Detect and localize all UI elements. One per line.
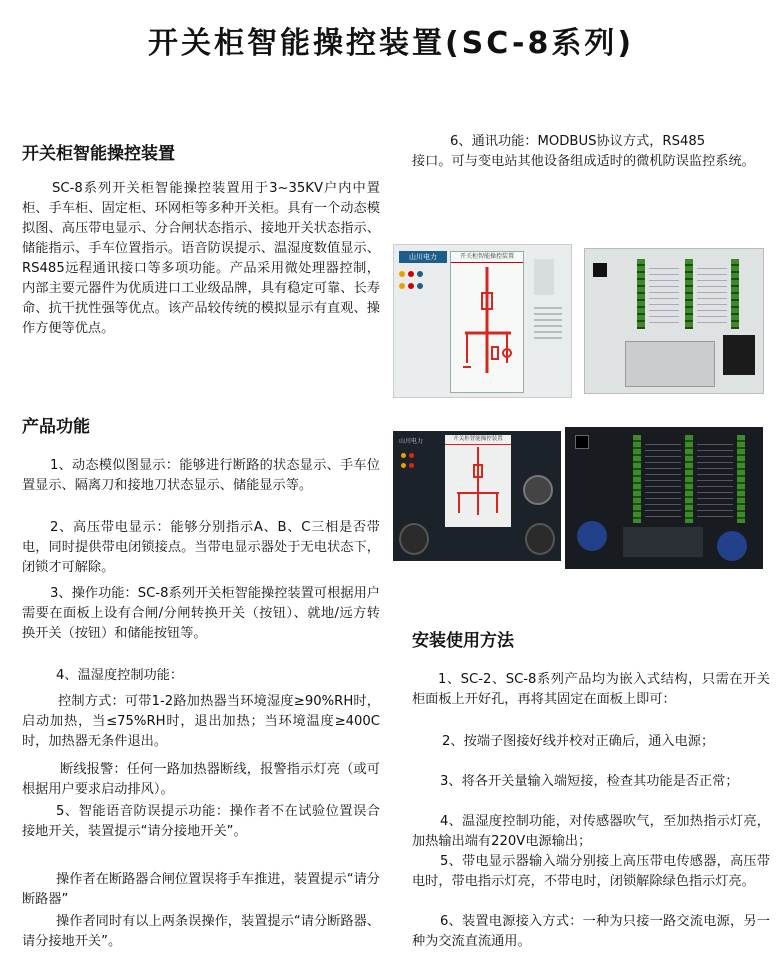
mimic-diagram bbox=[451, 263, 523, 391]
features-heading: 产品功能 bbox=[22, 417, 90, 437]
mimic-panel bbox=[445, 435, 511, 527]
wiring-diagram-label bbox=[625, 341, 715, 387]
install-1: 1、SC-2、SC-8系列产品均为嵌入式结构，只需在开关柜面板上开好孔，再将其固定在面板上即可： bbox=[412, 672, 770, 707]
terminal-labels bbox=[697, 439, 733, 519]
terminal-labels bbox=[645, 439, 681, 519]
feature-4: 4、温湿度控制功能： bbox=[56, 668, 184, 683]
wiring-diagram-label bbox=[623, 527, 703, 557]
terminal-block bbox=[685, 435, 693, 523]
device-front-white-photo bbox=[393, 244, 572, 398]
indicator-led bbox=[417, 271, 423, 277]
indicator-led bbox=[401, 453, 406, 458]
install-4: 4、温湿度控制功能，对传感器吹气，至加热指示灯亮，加热输出端有220V电源输出； bbox=[412, 814, 770, 849]
feature-5: 5、智能语音防误提示功能：操作者不在试验位置误合接地开关，装置提示“请分接地开关”。 bbox=[22, 804, 380, 839]
terminal-block bbox=[633, 435, 641, 523]
feature-6-line2: 接口。可与变电站其他设备组成适时的微机防误监控系统。 bbox=[412, 154, 755, 169]
install-heading: 安装使用方法 bbox=[412, 631, 514, 651]
page-title: 开关柜智能操控装置(SC-8系列) bbox=[147, 26, 635, 61]
feature-4-alarm: 断线报警：任何一路加热器断线，报警指示灯亮（或可根据用户要求启动排风）。 bbox=[22, 762, 380, 797]
brand-label: 山川电力 bbox=[399, 438, 424, 445]
indicator-led bbox=[408, 271, 414, 277]
terminal-labels bbox=[649, 263, 679, 327]
mimic-diagram bbox=[445, 445, 511, 527]
indicator-led bbox=[399, 283, 405, 289]
device-rear-dark-photo bbox=[565, 427, 763, 569]
feature-5-breaker: 操作者在断路器合闸位置误将手车推进，装置提示“请分断路器” bbox=[22, 872, 380, 907]
connector bbox=[723, 335, 755, 375]
power-switch bbox=[593, 263, 607, 277]
selector-knob bbox=[523, 475, 553, 505]
feature-5-both: 操作者同时有以上两条误操作，装置提示“请分断路器、请分接地开关”。 bbox=[22, 914, 380, 949]
intro-heading: 开关柜智能操控装置 bbox=[22, 144, 175, 164]
power-switch bbox=[575, 435, 589, 449]
feature-4-control: 控制方式：可带1-2路加热器当环境湿度≥90%RH时，启动加热，当≤75%RH时，退出加热；当环境温度≥400C时，加热器无条件退出。 bbox=[22, 694, 380, 749]
terminal-block bbox=[637, 259, 645, 329]
install-2: 2、按端子图接好线并校对正确后，通入电源； bbox=[442, 734, 715, 749]
feature-1: 1、动态模似图显示：能够进行断路的状态显示、手车位置显示、隔离刀和接地刀状态显示、储能显示等。 bbox=[22, 458, 380, 493]
brand-label: 山川电力 bbox=[399, 251, 447, 263]
indicator-led bbox=[399, 271, 405, 277]
feature-6-line1: 6、通讯功能：MODBUS协议方式，RS485 bbox=[450, 134, 706, 149]
terminal-block bbox=[731, 259, 739, 329]
indicator-led bbox=[409, 463, 414, 468]
mimic-panel-title: 开关柜智能操控装置 bbox=[445, 435, 511, 445]
label-lines bbox=[534, 303, 562, 343]
mimic-panel bbox=[450, 251, 524, 393]
selector-knob bbox=[525, 523, 555, 555]
terminal-block bbox=[737, 435, 745, 523]
indicator-led bbox=[417, 283, 423, 289]
install-6: 6、装置电源接入方式：一种为只接一路交流电源，另一种为交流直流通用。 bbox=[412, 914, 770, 949]
indicator-led bbox=[401, 463, 406, 468]
feature-3: 3、操作功能：SC-8系列开关柜智能操控装置可根据用户需要在面板上设有合闸/分闸转换开关（按钮）、就地/远方转换开关（按钮）和储能按钮等。 bbox=[22, 586, 380, 641]
mimic-panel-title: 开关柜智能操控装置 bbox=[451, 252, 523, 263]
feature-2: 2、高压带电显示：能够分别指示A、B、C三相是否带电，同时提供带电闭锁接点。当带电显示器处于无电状态下，闭锁才可解除。 bbox=[22, 520, 380, 575]
intro-text: SC-8系列开关柜智能操控装置用于3~35KV户内中置柜、手车柜、固定柜、环网柜等多种开关柜。具有一个动态模拟图、高压带电显示、分合闸状态指示、接地开关状态指示、储能指示、手车位置指示。语音防误提示、温湿度数值显示、RS485远程通讯接口等多项功能。产品采用微处理器控制，内部主要元器件为优质进口工业级品牌，具有稳定可靠、长寿命、抗干扰性强等优点。该产品较传统的模拟显示有直观、操作方便等优点。 bbox=[22, 181, 380, 336]
selector-knob bbox=[399, 523, 429, 555]
indicator-led bbox=[408, 283, 414, 289]
device-front-dark-photo bbox=[393, 431, 561, 561]
device-rear-white-photo bbox=[584, 248, 764, 394]
terminal-labels bbox=[697, 263, 727, 327]
indicator-led bbox=[409, 453, 414, 458]
knob-back bbox=[577, 521, 607, 551]
terminal-block bbox=[685, 259, 693, 329]
led-cluster bbox=[534, 259, 554, 295]
install-5: 5、带电显示器输入端分别接上高压带电传感器，高压带电时，带电指示灯亮，不带电时，闭锁解除绿色指示灯亮。 bbox=[412, 854, 770, 889]
install-3: 3、将各开关量输入端短接，检查其功能是否正常； bbox=[440, 774, 739, 789]
knob-back bbox=[717, 531, 747, 561]
